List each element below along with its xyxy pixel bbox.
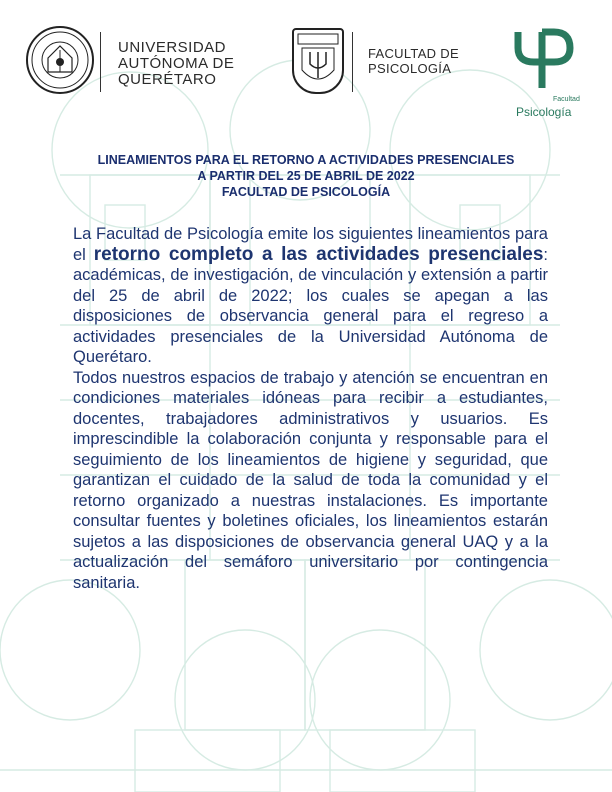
- paragraph-1-emphasis: retorno completo a las actividades presenciales: [93, 243, 544, 265]
- paragraph-2: Todos nuestros espacios de trabajo y atención se encuentran en condiciones materiales idóneas para recibir a estudiantes, docentes, trabajadores administrativos y usuarios. Es imprescindible la colaboración conjunta y responsable para el seguimiento de los lineamientos de higiene y seguridad, que garantizan el cuidado de la salud de toda la comunidad y el retorno organizado a nuestras instalaciones. Es importante consultar fuentes y boletines oficiales, los lineamientos estarán sujetos a las disposiciones de observancia general UAQ y a la actualización del semáforo universitario por contingencia sanitaria.: [73, 368, 548, 592]
- title-line-2: A PARTIR DEL 25 DE ABRIL DE 2022: [197, 169, 415, 183]
- paragraph-1: [73, 224, 548, 368]
- faculty-seal-icon: [292, 28, 344, 94]
- uaq-seal-icon: [26, 26, 94, 94]
- header-divider-right: [352, 32, 353, 92]
- faculty-name: FACULTAD DE PSICOLOGÍA: [368, 46, 459, 76]
- header-divider-left: [100, 32, 101, 92]
- title-line-3: FACULTAD DE PSICOLOGÍA: [221, 185, 391, 199]
- title-line-1: LINEAMIENTOS PARA EL RETORNO A ACTIVIDADES PRESENCIALES: [97, 153, 515, 167]
- psi-logo-icon: [512, 28, 576, 90]
- faculty-logo-small-name: Psicología: [516, 105, 572, 119]
- faculty-logo-small-top: Facultad: [553, 96, 580, 103]
- document-body: [73, 224, 548, 593]
- university-name: UNIVERSIDAD AUTÓNOMA DE QUERÉTARO: [118, 39, 235, 88]
- paragraph-1-rest: : académicas, de investigación, de vinculación y extensión a partir del 25 de abril de 2022; los cuales se apegan a las disposiciones de observancia general para el regreso a actividades presenciales de la Universidad Autónoma de Querétaro.: [73, 245, 548, 366]
- header: [0, 0, 612, 130]
- document-title: [40, 152, 572, 200]
- paragraph-1-intro: La Facultad de Psicología emite los siguientes lineamientos para el: [73, 225, 548, 264]
